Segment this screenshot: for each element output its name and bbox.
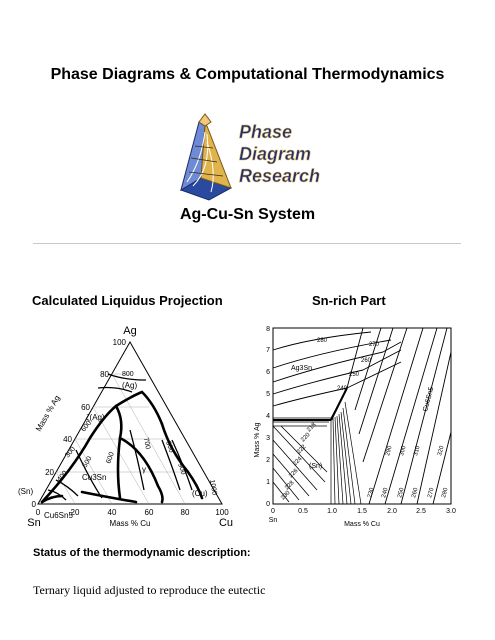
isotherm-label: 228	[284, 480, 296, 492]
sn-rich-caption: Sn-rich Part	[312, 293, 386, 308]
isotherm-label: 250	[349, 372, 360, 378]
x-tick: 2.5	[416, 508, 426, 515]
ternary-axis-label-bottom: Mass % Cu	[109, 519, 151, 528]
isotherm-label: 270	[369, 342, 380, 348]
corner-label-sn: Sn	[27, 517, 41, 529]
y-tick: 1	[266, 479, 270, 486]
phase-label-sn: (Sn)	[18, 487, 34, 496]
sn-rich-x-ticks	[271, 508, 456, 515]
isotherm-label: 250	[397, 487, 406, 499]
bottom-tick-80: 80	[180, 508, 190, 517]
phase-label-cu6sn5: Cu6Sn5	[44, 511, 73, 520]
bottom-tick-100: 100	[215, 508, 229, 517]
status-heading: Status of the thermodynamic description:	[33, 547, 251, 559]
isotherm-label: 320	[437, 445, 446, 457]
x-tick: 1.5	[357, 508, 367, 515]
isotherm-label: 260	[361, 358, 372, 364]
isotherm-label: 400	[56, 469, 70, 484]
y-tick: 4	[266, 413, 270, 420]
isotherm-label: 310	[413, 445, 422, 457]
x-tick: 1.0	[327, 508, 337, 515]
x-tick: 3.0	[446, 508, 456, 515]
isotherm-label: 300	[64, 445, 78, 460]
y-tick: 8	[266, 326, 270, 333]
logo-word-research: Research	[239, 166, 321, 186]
phase-label-cu6sn5: Cu6Sn5	[422, 386, 436, 413]
phase-label-ag: (Ag)	[122, 381, 138, 390]
isotherm-label: 224	[292, 456, 304, 468]
sn-rich-ylabel: Mass % Ag	[254, 422, 261, 458]
phase-label-cu3sn: Cu3Sn	[82, 473, 107, 482]
y-tick: 3	[266, 435, 270, 442]
ternary-liquidus-diagram	[12, 320, 250, 534]
isotherm-label: 218	[306, 422, 318, 434]
isotherm-label: 1000	[208, 479, 218, 496]
phase-diagram-research-logo	[171, 112, 321, 204]
bottom-tick-40: 40	[107, 508, 117, 517]
liquidus-projection-caption: Calculated Liquidus Projection	[32, 293, 223, 308]
isotherm-label: 800	[164, 440, 175, 454]
isotherm-label: 300	[399, 445, 408, 457]
isotherm-label: 260	[411, 487, 420, 499]
sn-rich-bold-boundary	[273, 388, 347, 420]
page-title: Phase Diagrams & Computational Thermodynamics	[50, 66, 445, 83]
phase-label-ag3sn: Ag3Sn	[291, 365, 313, 372]
isotherm-label: 600	[105, 451, 116, 465]
isotherm-label: 230	[367, 487, 376, 499]
isotherm-label: 220	[300, 432, 312, 444]
logo-wordmark	[239, 122, 320, 186]
sn-rich-isotherms-cu6sn5	[347, 328, 451, 504]
isotherm-label: 900	[176, 462, 187, 476]
bottom-tick-60: 60	[144, 508, 154, 517]
y-tick: 7	[266, 347, 270, 354]
y-tick: 5	[266, 391, 270, 398]
left-tick-100: 100	[112, 338, 126, 347]
isotherm-label: 280	[317, 338, 328, 344]
y-tick: 0	[266, 501, 270, 508]
left-tick-40: 40	[63, 435, 72, 444]
left-tick-60: 60	[81, 403, 90, 412]
phase-label-cu: (Cu)	[192, 489, 208, 498]
x-tick: 0	[271, 508, 275, 515]
isotherm-label: 600	[80, 419, 94, 434]
sn-rich-diagram	[251, 322, 463, 530]
system-title: Ag-Cu-Sn System	[179, 206, 316, 223]
left-tick-0: 0	[31, 500, 36, 509]
logo-word-phase: Phase	[239, 122, 293, 142]
isotherm-label: 270	[427, 487, 436, 499]
x-tick: 2.0	[387, 508, 397, 515]
isotherm-label: 226	[288, 468, 300, 480]
sn-rich-corner-label: Sn	[268, 517, 278, 524]
logo-word-diagram: Diagram	[239, 144, 312, 164]
isotherm-label: 280	[441, 487, 450, 499]
isotherm-label: 230	[280, 490, 292, 502]
isotherm-label: 222	[296, 444, 308, 456]
bottom-tick-0: 0	[35, 508, 41, 517]
left-tick-80: 80	[100, 370, 109, 379]
divider	[33, 243, 461, 244]
isotherm-label: 700	[142, 437, 151, 450]
logo-prism-icon	[181, 114, 231, 200]
status-text: Ternary liquid adjusted to reproduce the eutectic	[33, 583, 266, 597]
sn-rich-xlabel: Mass % Cu	[344, 521, 380, 528]
isotherm-label: 240	[337, 386, 348, 392]
left-tick-20: 20	[45, 468, 54, 477]
bottom-tick-20: 20	[70, 508, 80, 517]
phase-label-gamma: γ	[142, 465, 146, 474]
isotherm-label: 240	[381, 487, 390, 499]
phase-label-sn: (Sn)	[309, 463, 323, 470]
sn-rich-y-ticks	[266, 326, 270, 508]
phase-label-zeta: ζ(Ag)	[86, 413, 105, 422]
y-tick: 6	[266, 369, 270, 376]
ternary-axis-label-left: Mass % Ag	[33, 393, 62, 433]
x-tick: 0.5	[298, 508, 308, 515]
corner-label-ag: Ag	[123, 325, 137, 337]
isotherm-label: 800	[122, 371, 134, 378]
isotherm-label: 500	[81, 455, 94, 469]
corner-label-cu: Cu	[218, 517, 234, 529]
isotherm-label: 290	[385, 445, 394, 457]
y-tick: 2	[266, 457, 270, 464]
